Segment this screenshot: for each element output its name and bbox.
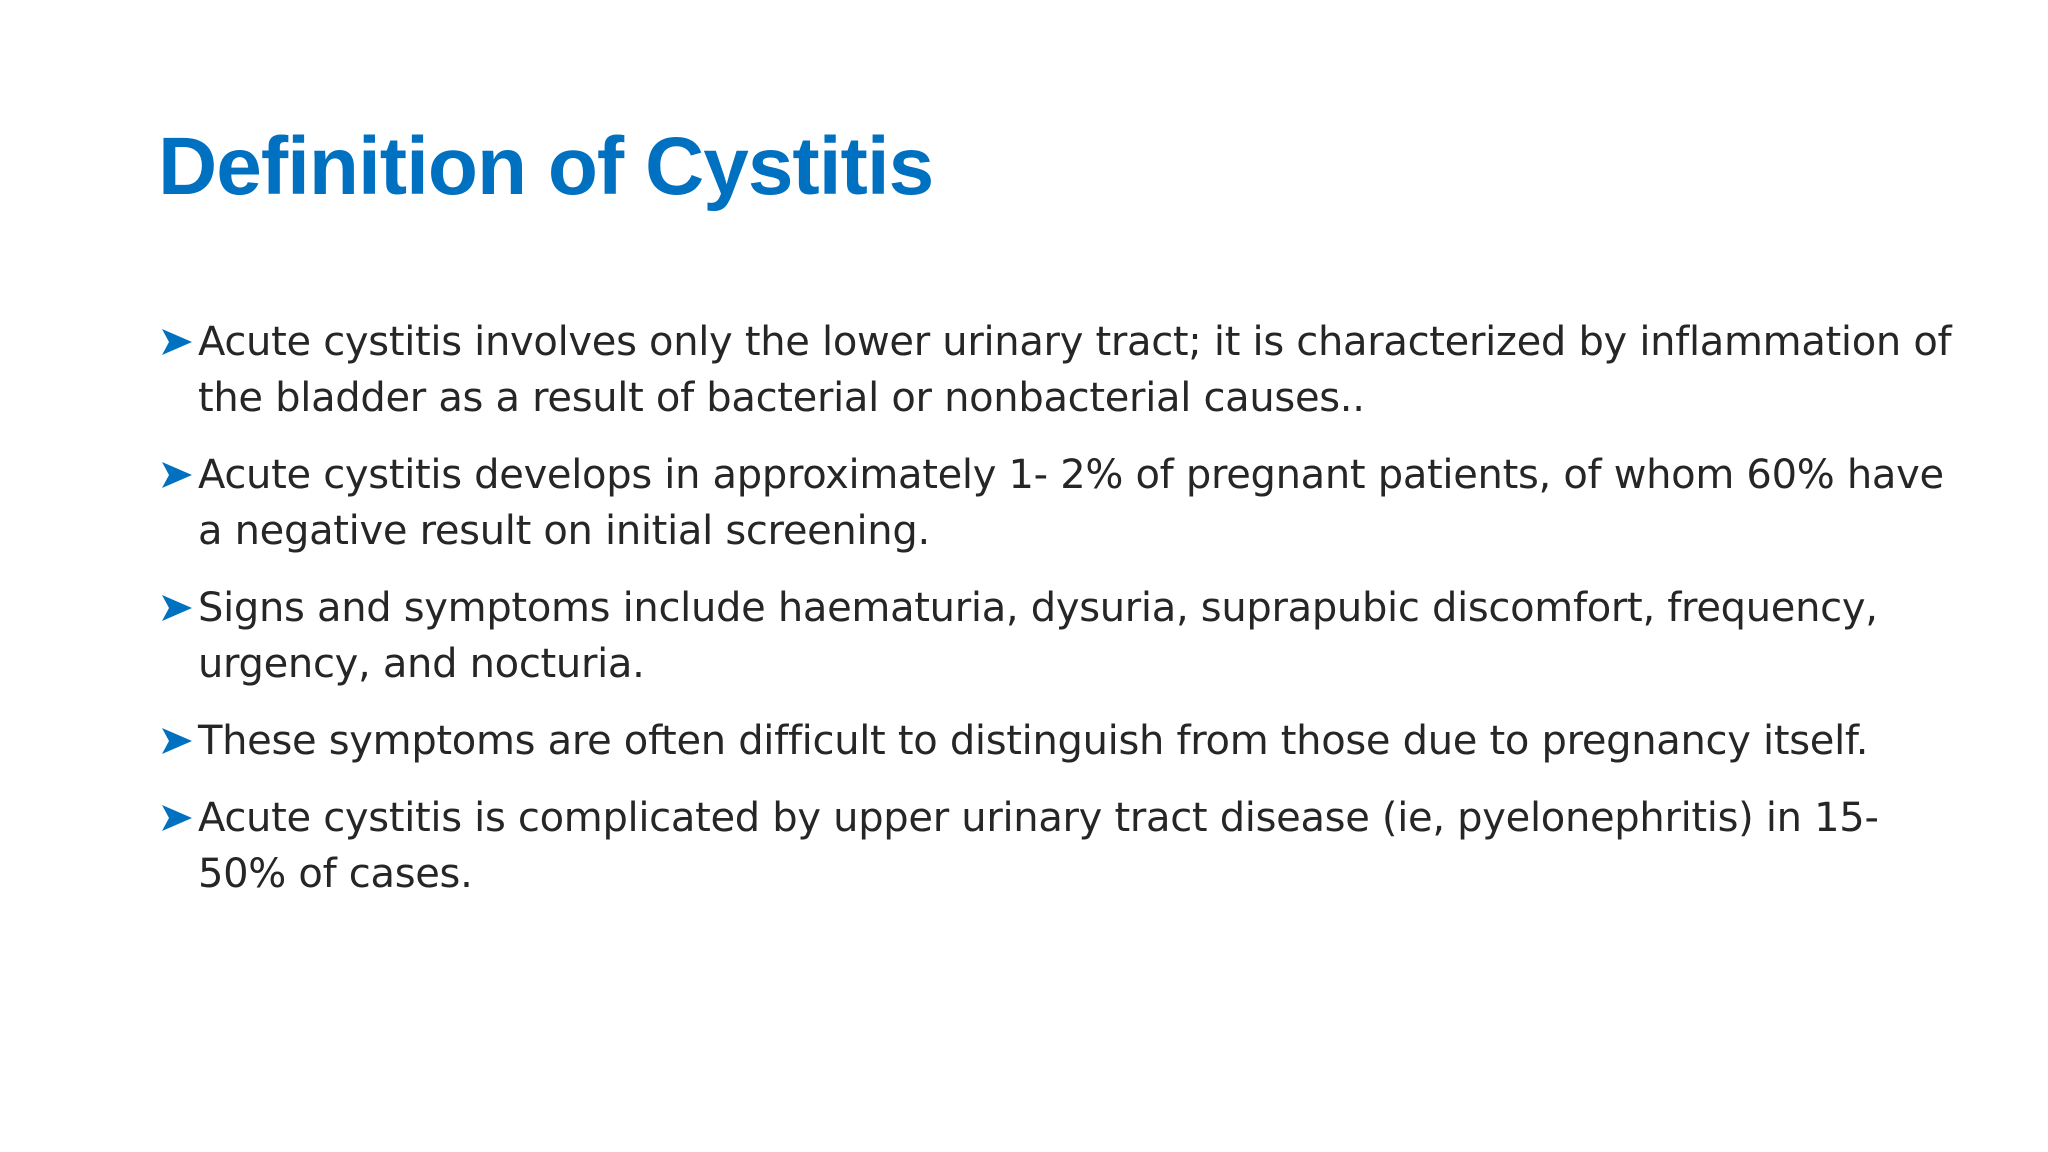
arrow-bullet-icon bbox=[160, 790, 198, 846]
bullet-item bbox=[160, 314, 1960, 426]
arrow-bullet-icon bbox=[160, 447, 198, 503]
bullet-text: Acute cystitis involves only the lower urinary tract; it is characterized by inflammation of the bladder as a result of bacterial or nonbacterial causes.. bbox=[198, 319, 1952, 421]
bullet-list bbox=[160, 314, 1960, 923]
slide-title: Definition of Cystitis bbox=[158, 121, 934, 212]
bullet-item bbox=[160, 713, 1960, 769]
arrow-bullet-icon bbox=[160, 314, 198, 370]
bullet-text: Acute cystitis develops in approximately 1- 2% of pregnant patients, of whom 60% have a negative result on initial screening. bbox=[198, 452, 1944, 554]
bullet-item bbox=[160, 790, 1960, 902]
bullet-item bbox=[160, 580, 1960, 692]
bullet-text: These symptoms are often difficult to distinguish from those due to pregnancy itself. bbox=[198, 718, 1869, 764]
arrow-bullet-icon bbox=[160, 713, 198, 769]
bullet-item bbox=[160, 447, 1960, 559]
arrow-bullet-icon bbox=[160, 580, 198, 636]
bullet-text: Signs and symptoms include haematuria, dysuria, suprapubic discomfort, frequency, urgency, and nocturia. bbox=[198, 585, 1878, 687]
bullet-text: Acute cystitis is complicated by upper urinary tract disease (ie, pyelonephritis) in 15-50% of cases. bbox=[198, 795, 1879, 897]
